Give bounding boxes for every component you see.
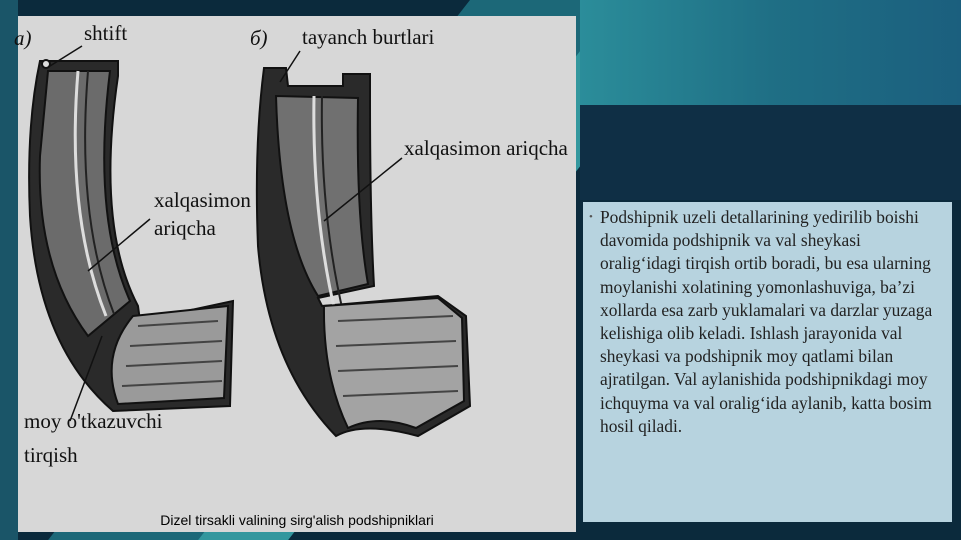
- label-xalqasimon-line1: xalqasimon: [154, 188, 251, 212]
- label-tayanch-burtlari: tayanch burtlari: [302, 25, 435, 49]
- header-band: [580, 0, 961, 105]
- bearing-shell-b: [257, 68, 470, 436]
- figure-label-b: б): [250, 26, 268, 50]
- dark-band: [580, 105, 961, 200]
- label-moy-line1: moy o'tkazuvchi: [24, 409, 163, 433]
- bearing-figure: [14, 16, 576, 532]
- background-edge: [0, 0, 18, 540]
- bearing-illustration: [18, 16, 576, 532]
- text-panel: [583, 202, 952, 522]
- figure-caption: Dizel tirsakli valining sirg'alish podshipniklari: [160, 512, 434, 528]
- label-xalqasimon-line2: ariqcha: [154, 216, 216, 240]
- label-xalqasimon-ariqcha-right: xalqasimon ariqcha: [404, 136, 568, 160]
- body-paragraph: Podshipnik uzeli detallarining yedirilib boishi davomida podshipnik va val sheykasi oralig‘idagi tirqish ortib boradi, bu esa ularning moylanishi xolatining yomonlashuviga, ba’zi xollarda esa zarb yuklamalari va darzlar yuzaga kelishiga olib keladi. Ishlash jarayonida val sheykasi va podshipnik moy qatlami bilan ajratilgan. Val aylanishida podshipnikdagi moy ichquyma va val oralig‘ida aylanib, katta bosim hosil qiladi.: [600, 207, 933, 436]
- label-shtift: shtift: [84, 21, 128, 45]
- label-moy-line2: tirqish: [24, 443, 78, 467]
- bullet-marker: •: [589, 211, 593, 223]
- figure-label-a: a): [14, 26, 32, 50]
